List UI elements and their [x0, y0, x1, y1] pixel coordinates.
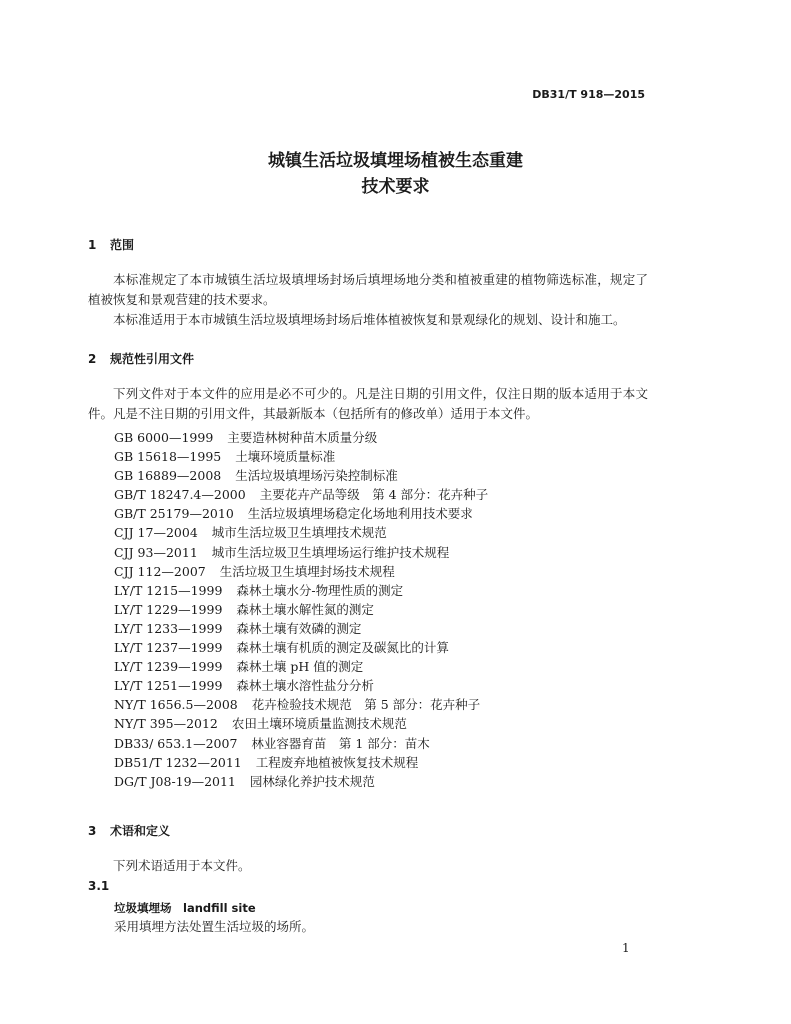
reference-item: [114, 562, 488, 581]
definition-term: 垃圾填埋场 landfill site: [114, 901, 256, 915]
reference-title: 森林土壤 pH 值的测定: [236, 659, 364, 675]
reference-title: 工程废弃地植被恢复技术规程: [255, 754, 419, 770]
reference-item: [114, 714, 488, 733]
reference-code: LY/T 1229—1999: [114, 601, 223, 617]
section-1-number: 1: [88, 238, 97, 252]
reference-code: DG/T J08-19—2011: [114, 773, 236, 789]
reference-title: 城市生活垃圾卫生填埋技术规范: [211, 525, 387, 541]
section-3-heading: [88, 822, 170, 839]
reference-item: [114, 734, 488, 753]
reference-code: LY/T 1215—1999: [114, 582, 223, 598]
section-2-title: 规范性引用文件: [110, 352, 195, 366]
reference-code: CJJ 112—2007: [114, 563, 206, 579]
reference-title: 土壤环境质量标准: [235, 449, 336, 465]
section-2-intro: [88, 384, 648, 424]
reference-code: LY/T 1237—1999: [114, 640, 223, 656]
reference-item: [114, 485, 488, 504]
section-3-title: 术语和定义: [110, 824, 171, 838]
reference-code: GB 6000—1999: [114, 430, 214, 445]
reference-title: 森林土壤水溶性盐分分析: [236, 678, 374, 694]
reference-item: [114, 772, 488, 791]
section-2-heading: [88, 350, 194, 367]
reference-code: NY/T 1656.5—2008: [114, 697, 238, 713]
reference-code: LY/T 1233—1999: [114, 620, 223, 636]
page-number: 1: [622, 941, 630, 955]
reference-title: 主要花卉产品等级 第 4 部分：花卉种子: [259, 487, 489, 503]
reference-title: 林业容器育苗 第 1 部分：苗木: [251, 735, 430, 751]
reference-item: [114, 581, 488, 600]
reference-title: 生活垃圾填埋场污染控制标准: [235, 468, 398, 484]
reference-item: [114, 504, 488, 523]
reference-item: [114, 695, 488, 714]
reference-title: 城市生活垃圾卫生填埋场运行维护技术规程: [211, 544, 450, 560]
reference-item: [114, 619, 488, 638]
title-line-2: 技术要求: [361, 177, 430, 197]
reference-title: 森林土壤有机质的测定及碳氮比的计算: [236, 640, 449, 656]
reference-title: 森林土壤水分-物理性质的测定: [236, 582, 404, 598]
reference-title: 生活垃圾卫生填埋封场技术规程: [219, 563, 395, 579]
reference-item: [114, 466, 488, 485]
reference-item: [114, 676, 488, 695]
reference-item: [114, 447, 488, 466]
reference-code: LY/T 1251—1999: [114, 678, 223, 694]
reference-title: 花卉检验技术规范 第 5 部分：花卉种子: [251, 697, 481, 713]
reference-item: [114, 657, 488, 676]
reference-item: [114, 428, 488, 447]
definition-number: 3.1: [88, 879, 110, 893]
reference-code: LY/T 1239—1999: [114, 659, 223, 675]
document-code: DB31/T 918—2015: [532, 88, 645, 101]
reference-item: [114, 523, 488, 542]
section-1-title: 范围: [110, 238, 135, 252]
section-1-body: [88, 270, 648, 330]
reference-code: CJJ 17—2004: [114, 525, 198, 541]
section-1-heading: [88, 236, 134, 253]
section-2-intro-text: 下列文件对于本文件的应用是必不可少的。凡是注日期的引用文件，仅注日期的版本适用于本文件。凡是不注日期的引用文件，其最新版本（包括所有的修改单）适用于本文件。: [88, 386, 648, 421]
section-3-number: 3: [88, 824, 97, 838]
reference-code: GB 16889—2008: [114, 468, 222, 484]
reference-title: 生活垃圾填埋场稳定化场地利用技术要求: [247, 506, 473, 522]
section-3-intro-text: 下列术语适用于本文件。: [113, 858, 251, 873]
reference-item: [114, 600, 488, 619]
reference-code: GB/T 25179—2010: [114, 506, 234, 522]
reference-code: NY/T 395—2012: [114, 716, 218, 732]
document-title: [0, 148, 791, 200]
reference-code: CJJ 93—2011: [114, 544, 198, 560]
reference-title: 农田土壤环境质量监测技术规范: [231, 716, 407, 732]
reference-item: [114, 753, 488, 772]
reference-code: GB 15618—1995: [114, 449, 222, 465]
section-3-intro: [88, 856, 648, 876]
reference-title: 森林土壤有效磷的测定: [236, 620, 362, 636]
definition-body: 采用填埋方法处置生活垃圾的场所。: [114, 919, 315, 934]
reference-item: [114, 638, 488, 657]
reference-item: [114, 543, 488, 562]
reference-code: DB33/ 653.1—2007: [114, 735, 238, 751]
reference-title: 园林绿化养护技术规范: [249, 773, 375, 789]
reference-code: DB51/T 1232—2011: [114, 754, 242, 770]
reference-title: 森林土壤水解性氮的测定: [236, 601, 374, 617]
reference-list: [114, 428, 488, 791]
section-2-number: 2: [88, 352, 97, 366]
title-line-1: 城镇生活垃圾填埋场植被生态重建: [268, 151, 523, 171]
section-1-paragraph-1: 本标准规定了本市城镇生活垃圾填埋场封场后填埋场地分类和植被重建的植物筛选标准，规定了植被恢复和景观营建的技术要求。: [88, 272, 648, 307]
section-1-paragraph-2: 本标准适用于本市城镇生活垃圾填埋场封场后堆体植被恢复和景观绿化的规划、设计和施工。: [113, 312, 626, 327]
reference-code: GB/T 18247.4—2000: [114, 487, 246, 503]
reference-title: 主要造林树种苗木质量分级: [227, 430, 378, 445]
